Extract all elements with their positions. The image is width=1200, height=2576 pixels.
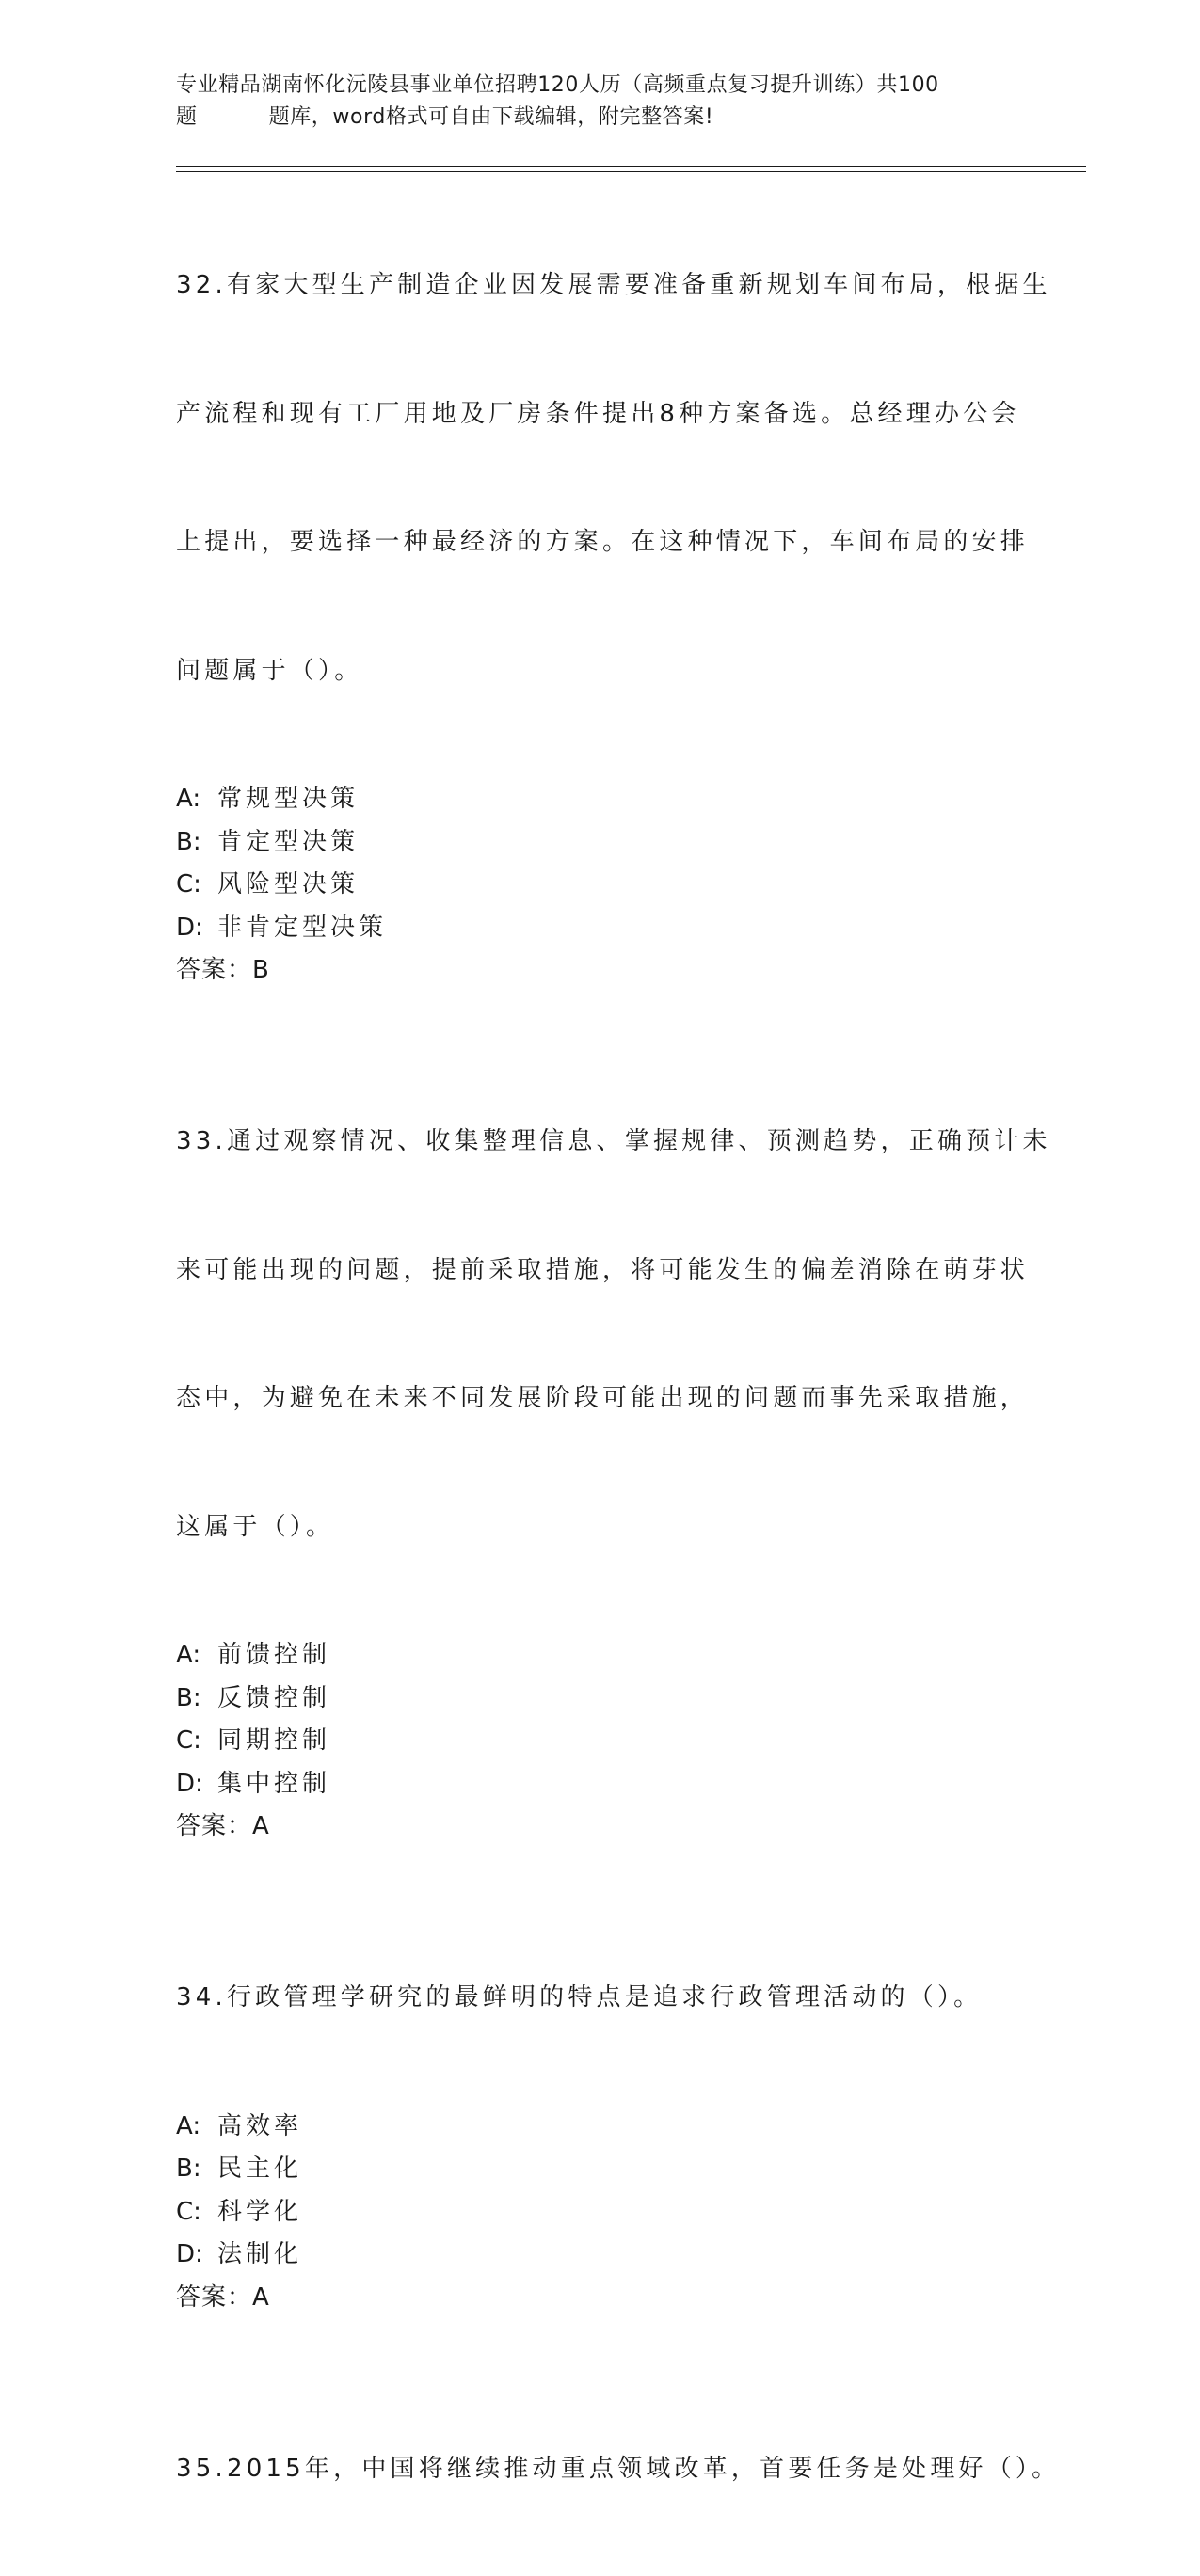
header-title-line-2 [176, 102, 1023, 134]
option-text: 反馈控制 [217, 1684, 330, 1712]
option-b [176, 1678, 1023, 1721]
option-a [176, 778, 1023, 821]
option-text: 同期控制 [217, 1726, 330, 1755]
answer-line: 答案：A [176, 1805, 1023, 1849]
question-stem-line: 33.通过观察情况、收集整理信息、掌握规律、预测趋势，正确预计未 [176, 1121, 1023, 1164]
option-text: 法制化 [217, 2240, 302, 2268]
option-text: 肯定型决策 [217, 828, 359, 856]
document-header [176, 70, 1023, 134]
option-text: 科学化 [217, 2198, 302, 2226]
option-key: B: [176, 2148, 217, 2191]
option-key: D: [176, 1763, 217, 1806]
option-key: C: [176, 2191, 217, 2234]
question-spacer [176, 1849, 1023, 1892]
option-c [176, 2191, 1023, 2234]
option-key: A: [176, 1634, 217, 1678]
option-text: 非肯定型决策 [217, 914, 387, 942]
option-b [176, 2148, 1023, 2191]
option-text: 民主化 [217, 2155, 302, 2183]
question-stem [176, 1891, 1023, 2106]
option-a [176, 2106, 1023, 2149]
question-33 [176, 1035, 1023, 1849]
question-stem-line: 34.行政管理学研究的最鲜明的特点是追求行政管理活动的（）。 [176, 1977, 1023, 2020]
answer-line: 答案：B [176, 949, 1023, 993]
option-a [176, 1634, 1023, 1678]
option-text: 常规型决策 [217, 785, 359, 813]
question-stem-line: 32.有家大型生产制造企业因发展需要准备重新规划车间布局，根据生 [176, 264, 1023, 308]
option-c [176, 864, 1023, 907]
question-34 [176, 1891, 1023, 2319]
answer-line: 答案：A [176, 2277, 1023, 2320]
question-stem-line: 35.2015年，中国将继续推动重点领域改革，首要任务是处理好（）。 [176, 2448, 1023, 2491]
option-key: B: [176, 1678, 217, 1721]
header-divider-thick [176, 166, 1086, 167]
header-divider-thin [176, 171, 1086, 172]
option-c [176, 1720, 1023, 1763]
option-key: A: [176, 778, 217, 821]
option-key: D: [176, 907, 217, 950]
option-key: D: [176, 2234, 217, 2277]
question-stem-line: 来可能出现的问题，提前采取措施，将可能发生的偏差消除在萌芽状 [176, 1249, 1023, 1293]
option-text: 风险型决策 [217, 870, 359, 898]
option-key: B: [176, 821, 217, 865]
question-spacer [176, 993, 1023, 1036]
question-32 [176, 179, 1023, 993]
option-key: A: [176, 2106, 217, 2149]
option-text: 高效率 [217, 2112, 302, 2140]
question-stem-line: 这属于（）。 [176, 1506, 1023, 1550]
question-35 [176, 2362, 1023, 2576]
header-title-lead: 题 [176, 102, 198, 134]
question-stem [176, 2362, 1023, 2576]
option-text: 集中控制 [217, 1770, 330, 1798]
question-stem-line: 产流程和现有工厂用地及厂房条件提出8种方案备选。总经理办公会 [176, 393, 1023, 437]
option-b [176, 821, 1023, 865]
option-d [176, 2234, 1023, 2277]
header-title-tail: 题库，word格式可自由下载编辑，附完整答案! [269, 102, 714, 134]
header-title-line-1: 专业精品湖南怀化沅陵县事业单位招聘120人历（高频重点复习提升训练）共100 [176, 70, 1023, 102]
question-spacer [176, 2319, 1023, 2362]
question-stem [176, 179, 1023, 778]
question-stem-line: 上提出，要选择一种最经济的方案。在这种情况下，车间布局的安排 [176, 521, 1023, 564]
question-stem-line: 问题属于（）。 [176, 650, 1023, 693]
question-stem-line: 态中，为避免在未来不同发展阶段可能出现的问题而事先采取措施， [176, 1377, 1023, 1421]
option-d [176, 907, 1023, 950]
question-list [176, 179, 1023, 2576]
question-stem [176, 1035, 1023, 1634]
option-text: 前馈控制 [217, 1641, 330, 1669]
option-key: C: [176, 1720, 217, 1763]
option-key: C: [176, 864, 217, 907]
option-d [176, 1763, 1023, 1806]
